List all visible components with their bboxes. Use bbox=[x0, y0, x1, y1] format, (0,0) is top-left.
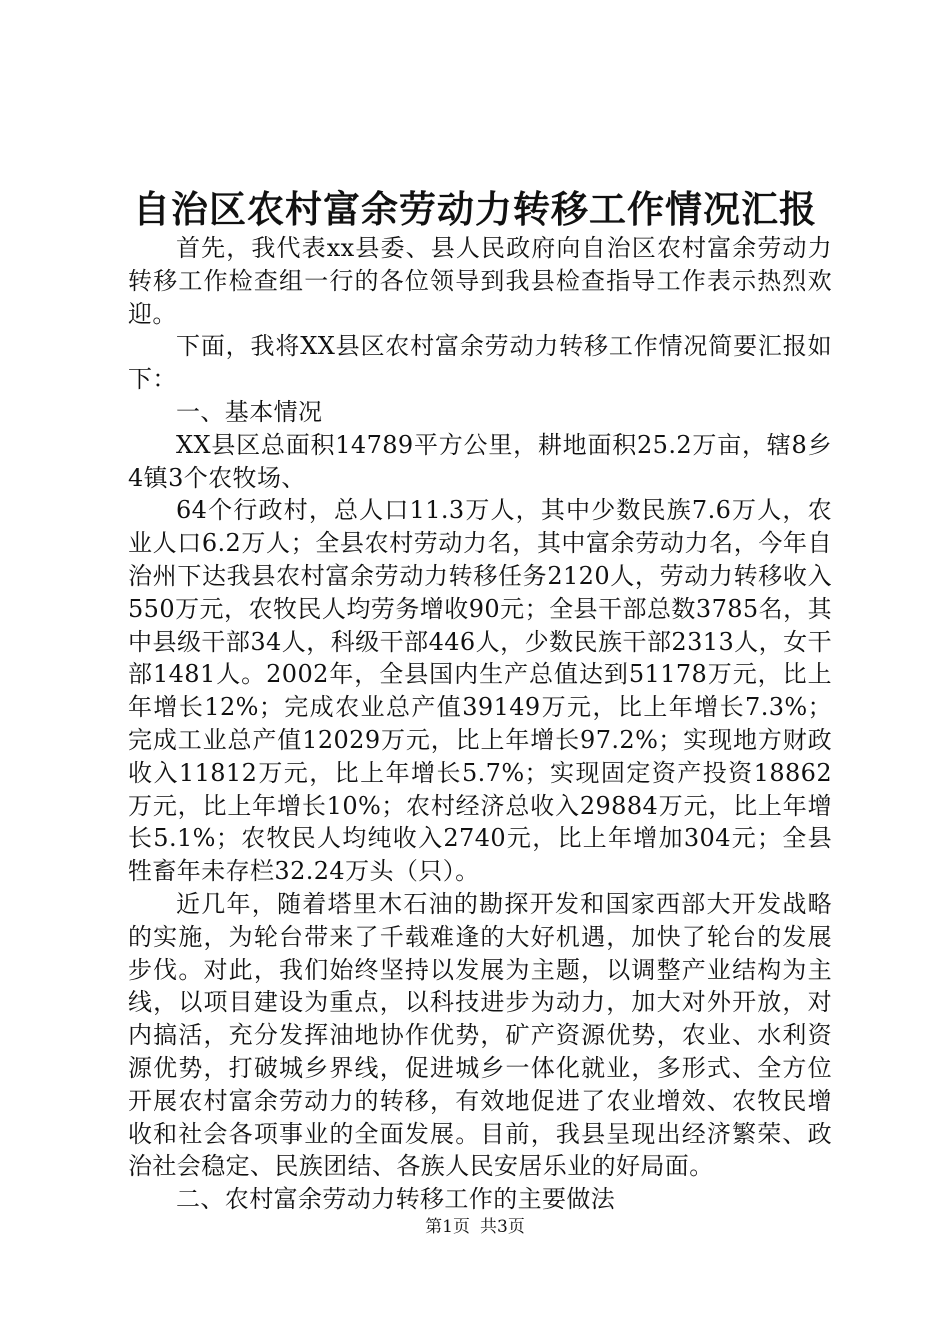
paragraph-statistics: 64个行政村，总人口11.3万人，其中少数民族7.6万人，农业人口6.2万人；全县农村劳动力名，其中富余劳动力名，今年自治州下达我县农村富余劳动力转移任务2120人，劳动力转移收入550万元，农牧民人均劳务增收90元；全县干部总数3785名，其中县级干部34人，科级干部446人，少数民族干部2313人，女干部1481人。2002年，全县国内生产总值达到51178万元，比上年增长12%；完成农业总产值39149万元，比上年增长7.3%；完成工业总产值12029万元，比上年增长97.2%；实现地方财政收入11812万元，比上年增长5.7%；实现固定资产投资18862万元，比上年增长10%；农村经济总收入29884万元，比上年增长5.1%；农牧民人均纯收入2740元，比上年增加304元；全县牲畜年未存栏32.24万头（只）。 bbox=[128, 496, 832, 886]
page-total: 共3页 bbox=[480, 1217, 525, 1237]
document-title: 自治区农村富余劳动力转移工作情况汇报 bbox=[133, 187, 817, 231]
section-heading-basic-situation: 一、基本情况 bbox=[176, 397, 323, 426]
paragraph-area: XX县区总面积14789平方公里，耕地面积25.2万亩，辖8乡4镇3个农牧场、 bbox=[128, 430, 832, 492]
paragraph-development: 近几年，随着塔里木石油的勘探开发和国家西部大开发战略的实施，为轮台带来了千载难逢的大好机遇，加快了轮台的发展步伐。对此，我们始终坚持以发展为主题，以调整产业结构为主线，以项目建设为重点，以科技进步为动力，加大对外开放，对内搞活，充分发挥油地协作优势，矿产资源优势，农业、水利资源优势，打破城乡界线，促进城乡一体化就业，多形式、全方位开展农村富余劳动力的转移，有效地促进了农业增效、农牧民增收和社会各项事业的全面发展。目前，我县呈现出经济繁荣、政治社会稳定、民族团结、各族人民安居乐业的好局面。 bbox=[128, 889, 832, 1181]
page-footer bbox=[0, 1216, 950, 1238]
paragraph-greeting: 首先，我代表xx县委、县人民政府向自治区农村富余劳动力转移工作检查组一行的各位领导到我县检查指导工作表示热烈欢迎。 bbox=[128, 234, 832, 328]
section-heading-main-methods: 二、农村富余劳动力转移工作的主要做法 bbox=[176, 1185, 616, 1214]
page-number: 第1页 bbox=[425, 1217, 470, 1237]
document-body bbox=[128, 232, 832, 1216]
paragraph-intro: 下面，我将XX县区农村富余劳动力转移工作情况简要汇报如下： bbox=[128, 332, 832, 394]
